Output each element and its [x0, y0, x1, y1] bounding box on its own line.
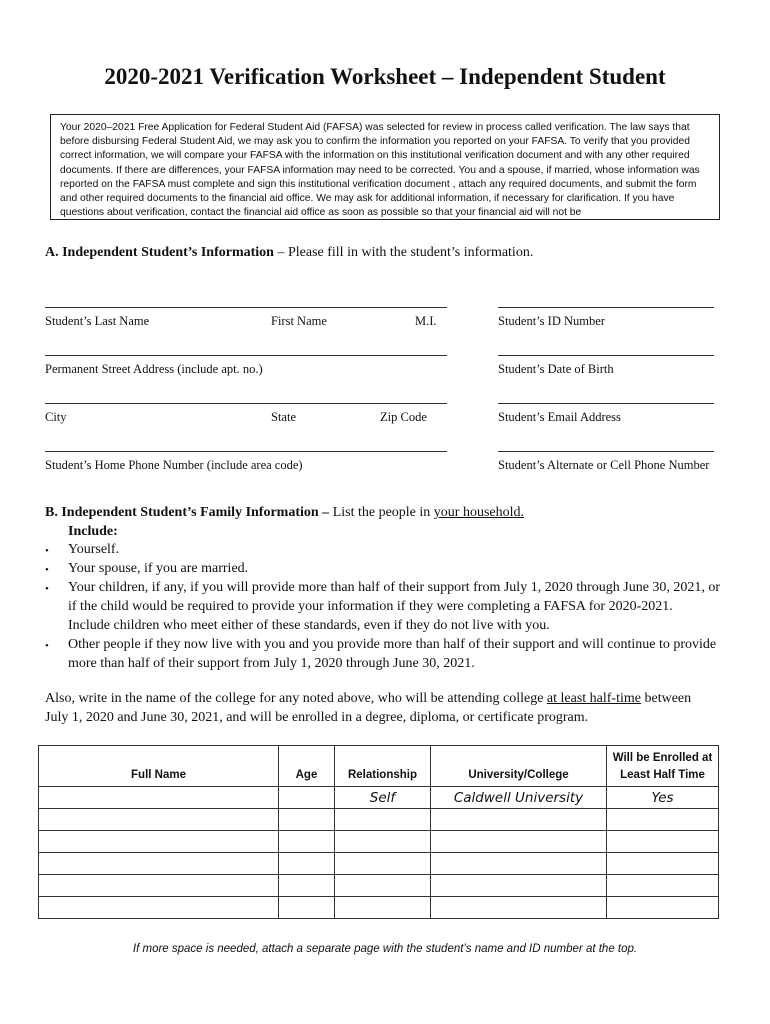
label-email: Student’s Email Address	[498, 410, 621, 424]
bullet-marker: •	[45, 583, 49, 595]
header-enrolled: Will be Enrolled at Least Half Time	[607, 746, 719, 787]
also-instruction-line1: Also, write in the name of the college for any noted above, who will be attending college at least half-time between	[45, 691, 692, 706]
label-state: State	[271, 410, 296, 424]
bullet-text: more than half of their support from July 1, 2020 through June 30, 2021.	[68, 656, 475, 671]
bullet-text: Include children who meet either of these standards, even if they do not live with you.	[68, 618, 550, 633]
label-last-name: Student’s Last Name	[45, 314, 150, 328]
label-dob: Student’s Date of Birth	[498, 362, 614, 376]
cell-college[interactable]	[431, 831, 607, 853]
cell-enrolled[interactable]: Yes	[607, 787, 719, 809]
table-header-row	[39, 746, 719, 787]
footnote: If more space is needed, attach a separate page with the student’s name and ID number at the top.	[132, 943, 638, 955]
label-student-id: Student’s ID Number	[498, 314, 605, 328]
cell-enrolled[interactable]	[607, 853, 719, 875]
bullet-text: Your spouse, if you are married.	[68, 561, 249, 576]
header-age: Age	[279, 746, 335, 787]
home-phone-field[interactable]	[45, 451, 447, 452]
cell-full-name[interactable]	[39, 853, 279, 875]
cell-age[interactable]	[279, 853, 335, 875]
cell-relationship[interactable]	[335, 809, 431, 831]
cell-enrolled[interactable]	[607, 897, 719, 919]
cell-age[interactable]	[279, 831, 335, 853]
cell-relationship[interactable]	[335, 897, 431, 919]
cell-college[interactable]	[431, 875, 607, 897]
also-instruction-line2: July 1, 2020 and June 30, 2021, and will be enrolled in a degree, diploma, or certificate program.	[45, 710, 589, 725]
cell-enrolled[interactable]	[607, 831, 719, 853]
dob-field[interactable]	[498, 355, 714, 356]
cell-enrolled[interactable]	[607, 809, 719, 831]
label-first-name: First Name	[271, 314, 327, 328]
cell-college[interactable]: Caldwell University	[431, 787, 607, 809]
student-id-field[interactable]	[498, 307, 714, 308]
intro-notice-box	[50, 114, 720, 220]
household-table	[38, 745, 719, 919]
label-mi: M.I.	[415, 314, 437, 328]
city-state-zip-field[interactable]	[45, 403, 447, 404]
cell-full-name[interactable]	[39, 787, 279, 809]
cell-enrolled[interactable]	[607, 875, 719, 897]
bullet-marker: •	[45, 564, 49, 576]
header-full-name: Full Name	[39, 746, 279, 787]
bullet-marker: •	[45, 640, 49, 652]
label-address: Permanent Street Address (include apt. no.)	[45, 362, 263, 376]
cell-full-name[interactable]	[39, 831, 279, 853]
bullet-text: Other people if they now live with you and you provide more than half of their support and will continue to provide	[68, 637, 717, 652]
label-home-phone: Student’s Home Phone Number (include area code)	[45, 458, 303, 472]
header-college: University/College	[431, 746, 607, 787]
alt-phone-field[interactable]	[498, 451, 714, 452]
cell-college[interactable]	[431, 897, 607, 919]
header-relationship: Relationship	[335, 746, 431, 787]
label-city: City	[45, 410, 67, 424]
table-row	[39, 875, 719, 897]
intro-notice-text: Your 2020–2021 Free Application for Federal Student Aid (FAFSA) was selected for review in process called verification. The law says that before disbursing Federal Student Aid, we may ask you to confirm the information you reported on your FAFSA. To verify that you provided correct information, we will compare your FAFSA with the information on this institutional verification document and with any other required documents. If there are differences, your FAFSA information may need to be corrected. You and a spouse, if married, whose information was reported on the FAFSA must complete and sign this institutional verification document , attach any required documents, and submit the form and other required documents to the financial aid office. We may ask for additional information, if necessary for clarification. If you have questions about verification, contact the financial aid office as soon as possible so that your financial aid will not be	[60, 122, 700, 219]
cell-full-name[interactable]	[39, 875, 279, 897]
label-zip: Zip Code	[380, 410, 427, 424]
page-title: 2020-2021 Verification Worksheet – Independent Student	[104, 64, 666, 89]
bullet-text: Yourself.	[68, 542, 120, 557]
table-row	[39, 787, 719, 809]
cell-relationship[interactable]	[335, 875, 431, 897]
cell-relationship[interactable]	[335, 831, 431, 853]
email-field[interactable]	[498, 403, 714, 404]
include-label: Include:	[68, 524, 118, 539]
label-alt-phone: Student’s Alternate or Cell Phone Number	[498, 458, 710, 472]
cell-age[interactable]	[279, 787, 335, 809]
table-row	[39, 853, 719, 875]
bullet-text: if the child would be required to provide your information if they were completing a FAFSA for 2020-2021.	[68, 599, 673, 614]
address-field[interactable]	[45, 355, 447, 356]
cell-relationship[interactable]	[335, 853, 431, 875]
last-first-mi-field[interactable]	[45, 307, 447, 308]
cell-full-name[interactable]	[39, 809, 279, 831]
cell-relationship[interactable]: Self	[335, 787, 431, 809]
bullet-text: Your children, if any, if you will provide more than half of their support from July 1, 2020 through June 30, 2021, or	[68, 580, 721, 595]
section-b-heading: B. Independent Student’s Family Information – List the people in your household.	[45, 505, 524, 520]
cell-age[interactable]	[279, 897, 335, 919]
cell-college[interactable]	[431, 809, 607, 831]
cell-college[interactable]	[431, 853, 607, 875]
table-row	[39, 809, 719, 831]
cell-full-name[interactable]	[39, 897, 279, 919]
bullet-marker: •	[45, 545, 49, 557]
table-row	[39, 831, 719, 853]
cell-age[interactable]	[279, 875, 335, 897]
cell-age[interactable]	[279, 809, 335, 831]
section-a-heading: A. Independent Student’s Information – Please fill in with the student’s information.	[45, 245, 534, 260]
table-row	[39, 897, 719, 919]
